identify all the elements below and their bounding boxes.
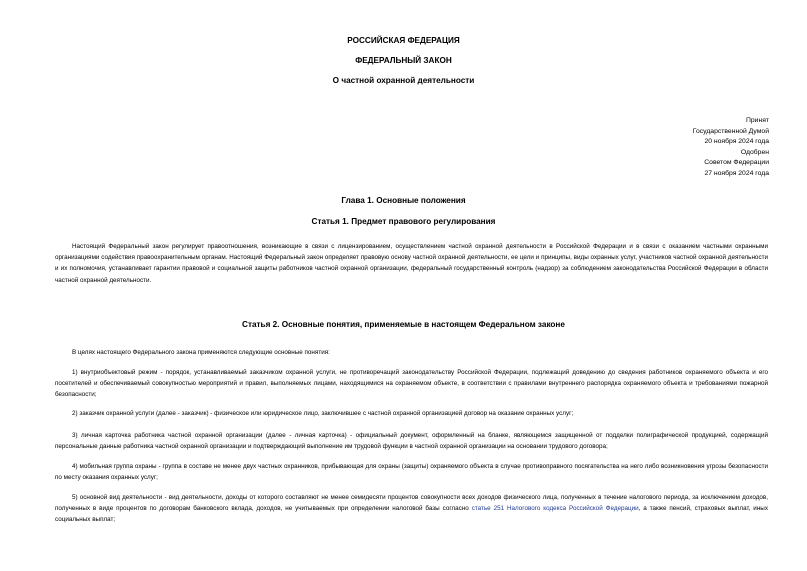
approved-label: Одобрен — [740, 148, 769, 156]
definition-item-3: 3) личная карточка работника частной охранной организации (далее - личная карточка) - официальный документ, оформленный на бланке, являющемся защищенной от подделки полиграфической продукцией, содержащий персональные данные работника частной охранной организации и подтверждающий выполнение им трудовой функции в частной охранной организации на основании трудового договора; — [55, 432, 768, 451]
accepted-label: Принят — [745, 117, 769, 124]
item5-text-end: , а также пенсий, страховых выплат, иных социальных выплат; — [55, 505, 768, 524]
approved-by: Советом Федерации — [704, 159, 769, 166]
law-type-heading: ФЕДЕРАЛЬНЫЙ ЗАКОН — [355, 56, 452, 65]
accepted-by: Государственной Думой — [692, 127, 769, 135]
definition-item-1: 1) внутриобъектовый режим - порядок, устанавливаемый заказчиком охранной услуги, не противоречащий законодательству Российской Федерации, подлежащий доведению до сведения работников охраняемого объекта и его посетителей и обеспечиваемый совокупностью мероприятий и правил, выполняемых лицами, находящимися на охраняемом объекте, в соответствии с правилами внутреннего распорядка охраняемого объекта и требованиями пожарной безопасности; — [55, 369, 768, 399]
definition-item-2: 2) заказчик охранной услуги (далее - заказчик) - физическое или юридическое лицо, заключившее с частной охранной организацией договор на оказание охранных услуг; — [72, 410, 574, 417]
country-heading: РОССИЙСКАЯ ФЕДЕРАЦИЯ — [347, 36, 460, 45]
article1-text: Настоящий Федеральный закон регулирует правоотношения, возникающие в связи с лицензированием, осуществлением частной охранной деятельности в Российской Федерации и в связи с оказанием частными охранными организациями содействия правоохранительным органам. Настоящий Федеральный закон определяет правовую основу частной охранной деятельности, ее цели и принципы, виды охранных услуг, участников частной охранной деятельности и их полномочия, устанавливает гарантии правовой и социальной защиты работников частной охранной организации, федеральный государственный контроль (надзор) за соблюдением законодательства Российской Федерации в области частной охранной деятельности. — [55, 243, 768, 284]
law-title: О частной охранной деятельности — [332, 76, 475, 85]
definition-item-5 — [55, 492, 768, 526]
accepted-date: 20 ноября 2024 года — [704, 138, 769, 145]
approved-date: 27 ноября 2024 года — [704, 169, 769, 177]
article2-intro: В целях настоящего Федерального закона применяются следующие основные понятия: — [72, 349, 330, 356]
article1-title: Статья 1. Предмет правового регулирования — [311, 217, 496, 226]
tax-code-article-link[interactable]: статье 251 Налогового кодекса Российской Федерации — [471, 505, 639, 513]
definition-item-4: 4) мобильная группа охраны - группа в составе не менее двух частных охранников, прибывающая для охраны (защиты) охраняемого объекта в случае противоправного посягательства на него либо возникновения угрозы безопасности по месту оказания охранных услуг; — [55, 463, 768, 482]
article2-title: Статья 2. Основные понятия, применяемые в настоящем Федеральном законе — [242, 320, 565, 329]
chapter-title: Глава 1. Основные положения — [341, 196, 466, 205]
item5-text-start: 5) основной вид деятельности - вид деятельности, доходы от которого составляют не менее семидесяти процентов совокупности всех доходов физического лица, полученных в течение налогового периода, за исключением доходов, полученных в виде процентов по договорам банковского вклада, доходов, не учитываемых при определении налоговой базы согласно — [55, 494, 768, 513]
acceptance-block — [693, 116, 769, 179]
